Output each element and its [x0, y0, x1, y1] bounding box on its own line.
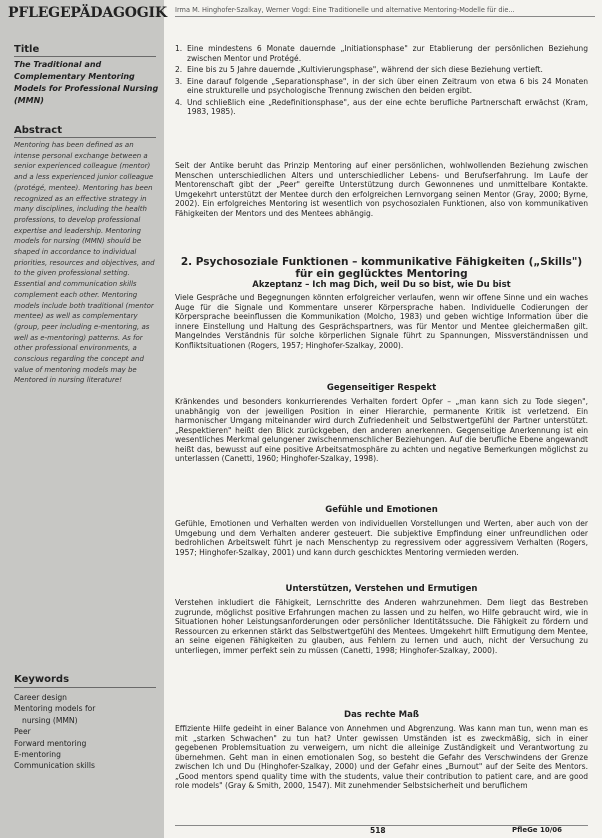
phase-text: Eine bis zu 5 Jahre dauernde „Kultivierungsphase", während der sich diese Beziehung vertieft. [187, 65, 543, 74]
subsection-title-gefuehle: Gefühle und Emotionen [325, 505, 438, 515]
section-heading: 2. Psychosoziale Funktionen – kommunikative Fähigkeiten („Skills") für ein geglücktes Mentoring [180, 256, 583, 280]
phase-text: Eine darauf folgende „Separationsphase", in der sich über einen Zeitraum von etwa 6 bis 24 Monaten eine strukturelle und psychologische Trennung zwischen den beiden ergibt. [187, 76, 588, 95]
keyword-item: Forward mentoring [14, 738, 87, 748]
journal-brand-logo: PFLEGEPÄDAGOGIK [8, 5, 167, 21]
keyword-item: Communication skills [14, 761, 95, 771]
keywords-list [14, 692, 162, 772]
keyword-item: E-mentoring [14, 750, 61, 760]
phase-text: Und schließlich eine „Redefinitionsphase", aus der eine echte berufliche Partnerschaft erwächst (Kram, 1983, 1985). [187, 97, 588, 116]
paragraph-text: Verstehen inkludiert die Fähigkeit, Lernschritte des Anderen wahrzunehmen. Dem liegt das Bestreben zugrunde, möglichst positive Erfahrungen machen zu lassen und zu helfen, wo Hilfe gebraucht wird, wie in Situationen hoher Leistungsanforderungen oder persönlicher Identitätssuche. Die Fähigkeit zu fördern und Ressourcen zu erkennen stärkt das Selbstwertgefühl des Mentees. Umgekehrt hilft Ermutigung dem Mentee, an seine eigenen Fähigkeiten zu glauben, aus Fehlern zu lernen und auch, nicht der Versuchung zu unterliegen, immer perfekt sein zu müssen (Canetti, 1998; Hinghofer-Szalkay, 2000). [175, 598, 588, 655]
keyword-item: Career design [14, 693, 67, 702]
title-heading: Title [14, 44, 40, 55]
phase-number: 1. [175, 44, 183, 53]
abstract-rule [14, 137, 156, 138]
page-number: 518 [370, 826, 386, 835]
subsection-body-respekt [175, 397, 588, 464]
subsection-title-respekt: Gegenseitiger Respekt [326, 383, 437, 393]
english-title: The Traditional and Complementary Mentoring Models for Professional Nursing (MMN) [14, 60, 159, 105]
intro-paragraph-text: Seit der Antike beruht das Prinzip Mentoring auf einer persönlichen, wohlwollenden Beziehung zwischen Menschen unterschiedlichen Alters und unterschiedlicher Lebens- und Berufserfahrung. Im Laufe der Mentorenschaft gibt der „Peer" gereifte Unterstützung durch Gewonnenes und unmittelbare Kontakte. Umgekehrt unterstützt der Mentee durch den erfolgreichen Lernvorgang seinen Mentor (Gray, 2000; Byrne, 2002). Ein erfolgreiches Mentoring ist wesentlich von psychosozialen Funktionen, also von kommunikativen Fähigkeiten der Mentors und des Mentees abhängig. [175, 161, 588, 218]
phase-number: 2. [175, 65, 183, 74]
phase-text: Eine mindestens 6 Monate dauernde „Initiationsphase" zur Etablierung der persönlichen Beziehung zwischen Mentor und Protégé. [187, 44, 588, 63]
subsection-body-gefuehle [175, 519, 588, 557]
keyword-item: Peer [14, 727, 31, 737]
paragraph-text: Kränkendes und besonders konkurrierendes Verhalten fordert Opfer – „man kann sich zu Tode siegen", unabhängig von der jeweiligen Position in einer Hierarchie, permanente Kritik ist verletzend. Ein harmonischer Umgang miteinander wird durch Zufriedenheit und Selbstwertgefühl der Partner unterstützt. „Respektieren" heißt den Blick zurückgeben, den anderen anerkennen. Gegenseitige Anerkennung ist ein wesentliches Merkmal gelungener zwischenmenschlicher Beziehungen. Auf die berufliche Ebene angewandt heißt das, bewusst auf eine positive Arbeitsatmosphäre zu achten und negative Bemerkungen möglichst zu unterlassen (Canetti, 1960; Hinghofer-Szalkay, 1998). [175, 397, 588, 463]
phase-item [175, 98, 588, 117]
journal-issue: PfleGe 10/06 [512, 826, 563, 834]
phase-list [175, 44, 588, 119]
phase-item [175, 44, 588, 63]
phase-number: 4. [175, 97, 183, 107]
abstract-heading: Abstract [14, 125, 63, 136]
keywords-rule [14, 687, 156, 688]
title-rule [14, 56, 156, 57]
paragraph-text: Effiziente Hilfe gedeiht in einer Balance von Annehmen und Abgrenzung. Was kann man tun, wenn man es mit „starken Schwachen" zu tun hat? Unter gewissen Umständen ist es zweckmäßig, sich in einer gegebenen Problemsituation zu verweigern, um nicht die alleinige Zuständigkeit und Verantwortung zu übernehmen. Geht man in einen emotionalen Sog, so besteht die Gefahr des Verschwindens der Grenze zwischen Ich und Du (Hinghofer-Szalkay, 2000) und der Gefahr eines „Burnout" auf der Seite des Mentors. „Good mentors spend quality time with the students, value their contribution to patient care, and are good role models" (Gray & Smith, 2000, 1547). Mit zunehmender Selbstsicherheit und beruflichem [175, 724, 588, 790]
subsection-title-mass: Das rechte Maß [344, 710, 419, 720]
subsection-body-akzeptanz [175, 293, 588, 350]
subsection-title-akzeptanz: Akzeptanz – Ich mag Dich, weil Du so bist, wie Du bist [252, 280, 511, 290]
phase-item [175, 77, 588, 96]
running-head: Irma M. Hinghofer-Szalkay, Werner Vogd: Eine Traditionelle und alternative Mentoring-Modelle für die... [175, 6, 595, 17]
abstract-text: Mentoring has been defined as an intense personal exchange between a senior experienced colleague (mentor) and a less experienced junior colleague (protégé, mentee). Mentoring has been recognized as an effective strategy in many disciplines, including the health professions, to develop professional expertise and leadership. Mentoring models for nursing (MMN) should be shaped in accordance to individual priorities, resources and objectives, and to the given professional setting. Essential and communication skills complement each other. Mentoring models include both traditional (mentor mentee) as well as complementary (group, peer including e-mentoring, as well as e-mentoring) patterns. As for other professional environments, a conscious regarding the concept and value of mentoring models may be Mentored in nursing literature! [14, 141, 155, 385]
phase-item [175, 65, 588, 75]
subsection-title-unterstuetzen: Unterstützen, Verstehen und Ermutigen [285, 584, 478, 594]
subsection-body-mass [175, 724, 588, 791]
intro-paragraph [175, 161, 588, 218]
phase-number: 3. [175, 76, 183, 86]
keyword-item: Mentoring models for [14, 704, 96, 714]
paragraph-text: Viele Gespräche und Begegnungen könnten erfolgreicher verlaufen, wenn wir offene Sinne und ein waches Auge für die Signale und Kommentare unserer Körpersprache haben. Individuelle Codierungen der Körpersprache beeinflussen die Kommunikation (Molcho, 1983) und geben wichtige Information über die innere Einstellung und Haltung des Gesprächspartners, was für Mentor und Mentee gleichermaßen gilt. Mangelndes Verständnis für solche körperlichen Signale führt zu Spannungen, Missverständnissen und Konfliktsituationen (Rogers, 1957; Hinghofer-Szalkay, 2000). [175, 293, 588, 350]
subsection-body-unterstuetzen [175, 598, 588, 655]
paragraph-text: Gefühle, Emotionen und Verhalten werden von individuellen Vorstellungen und Werten, aber auch von der Umgebung und dem Verhalten anderer gesteuert. Die subjektive Empfindung einer unfreundlichen oder bedrohlichen Arbeitswelt führt je nach Menschentyp zu regressivem oder aggressivem Verhalten (Rogers, 1957; Hinghofer-Szalkay, 2001) und kann durch geschicktes Mentoring vermieden werden. [175, 519, 588, 557]
keyword-item: nursing (MMN) [22, 715, 78, 725]
keywords-heading: Keywords [14, 674, 70, 685]
